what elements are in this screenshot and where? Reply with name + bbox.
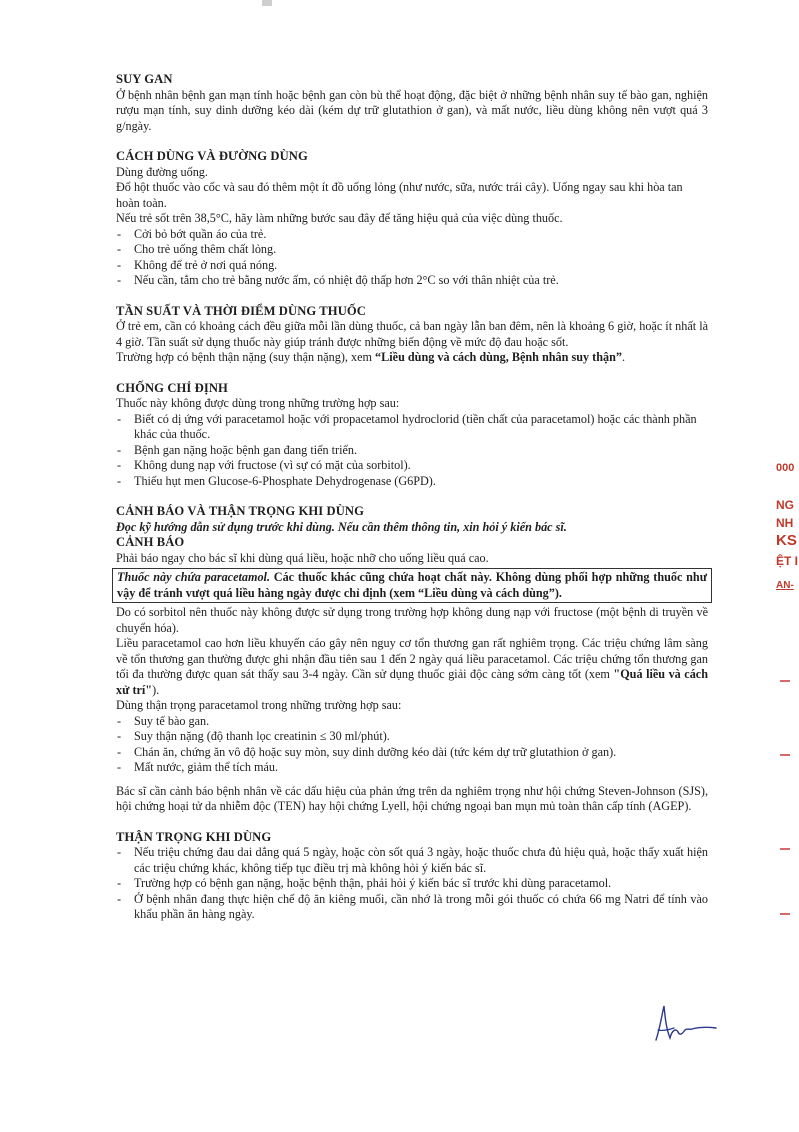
edge-text: AN-	[776, 580, 794, 591]
paragraph: Dùng thận trọng paracetamol trong những trường hợp sau:	[116, 698, 402, 712]
bullet-list	[116, 714, 708, 776]
adjacent-page-fragment	[770, 430, 799, 640]
cross-reference: "Quá liều và cách xử trí"	[116, 667, 708, 697]
paragraph: Đổ hột thuốc vào cốc và sau đó thêm một ít đồ uống lỏng (như nước, sữa, nước trái cây). Uống ngay sau khi hòa tan hoàn toàn.	[116, 180, 683, 210]
paragraph: Phải báo ngay cho bác sĩ khi dùng quá liều, hoặc nhỡ cho uống liều quá cao.	[116, 550, 489, 565]
paragraph: Thuốc này không được dùng trong những trường hợp sau:	[116, 396, 400, 410]
edge-text: NH	[776, 516, 794, 530]
warning-box-lead: Thuốc này chứa paracetamol.	[117, 570, 270, 584]
italic-note: Đọc kỹ hướng dẫn sử dụng trước khi dùng. Nếu cần thêm thông tin, xin hỏi ý kiến bác sĩ.	[116, 519, 567, 534]
edge-text: NG	[776, 498, 794, 512]
bullet-list	[116, 227, 708, 289]
text-run: Liều paracetamol cao hơn liều khuyến cáo gây nên nguy cơ tổn thương gan rất nghiêm trọng. Các triệu chứng lâm sàng về tổn thương gan thường được ghi nhận đầu tiên sau 1 đến 2 ngày quá liều paracetamol. Các triệu chứng tổn thương gan tối đa thường được quan sát thấy sau 3-4 ngày. Cần sử dụng thuốc giải độc càng sớm càng tốt (xem	[116, 636, 708, 681]
paragraph: Dùng đường uống.	[116, 164, 208, 179]
paragraph	[116, 636, 708, 698]
section-than-trong	[116, 830, 708, 923]
list-item: - Thiếu hụt men Glucose-6-Phosphate Dehydrogenase (G6PD).	[116, 474, 708, 490]
list-item: - Chán ăn, chứng ăn vô độ hoặc suy mòn, suy dinh dưỡng kéo dài (tức kém dự trữ glutathion ở gan).	[116, 745, 708, 761]
list-item: - Trường hợp có bệnh gan nặng, hoặc bệnh thận, phải hỏi ý kiến bác sĩ trước khi dùng paracetamol.	[116, 876, 708, 892]
edge-text: 000	[776, 462, 795, 474]
warning-box	[112, 568, 712, 603]
sub-heading: CẢNH BÁO	[116, 535, 185, 549]
edge-marks	[780, 680, 799, 1100]
paragraph: Bác sĩ cần cảnh báo bệnh nhân về các dấu hiệu của phản ứng trên da nghiêm trọng như hội chứng Steven-Johnson (SJS), hội chứng hoại tử da nhiễm độc (TEN) hay hội chứng Lyell, hội chứng ngoại ban mụn mủ toàn thân cấp tính (AGEP).	[116, 783, 708, 813]
bullet-list	[116, 845, 708, 923]
list-item: - Không dung nạp với fructose (vì sự có mặt của sorbitol).	[116, 458, 708, 474]
edge-text: KS	[776, 532, 797, 549]
list-item: - Cởi bỏ bớt quần áo của trẻ.	[116, 227, 708, 243]
handwritten-signature	[648, 1000, 718, 1045]
list-item: - Nếu cần, tắm cho trẻ bằng nước ấm, có nhiệt độ thấp hơn 2°C so với thân nhiệt của trẻ.	[116, 273, 708, 289]
cross-reference: “Liều dùng và cách dùng, Bệnh nhân suy thận”	[375, 350, 622, 364]
warning-box-text: Các thuốc khác cũng chứa hoạt chất này. Không dùng phối hợp những thuốc như vậy để tránh vượt quá liều hàng ngày được chỉ định (xem “Liều dùng và cách dùng”).	[117, 570, 708, 600]
list-item: - Cho trẻ uống thêm chất lỏng.	[116, 242, 708, 258]
list-item: - Ở bệnh nhân đang thực hiện chế độ ăn kiêng muối, cần nhớ là trong mỗi gói thuốc có chứa 66 mg Natri để tính vào khẩu phần ăn hàng ngày.	[116, 892, 708, 923]
list-item: - Suy thận nặng (độ thanh lọc creatinin ≤ 30 ml/phút).	[116, 729, 708, 745]
list-item: - Bệnh gan nặng hoặc bệnh gan đang tiến triển.	[116, 443, 708, 459]
text-run: Trường hợp có bệnh thận nặng (suy thận nặng), xem	[116, 350, 376, 364]
paragraph: Nếu trẻ sốt trên 38,5°C, hãy làm những bước sau đây để tăng hiệu quả của việc dùng thuốc.	[116, 211, 563, 225]
list-item: - Biết có dị ứng với paracetamol hoặc với propacetamol hydroclorid (tiền chất của paracetamol) hoặc các thành phần khác của thuốc.	[116, 412, 708, 443]
document-page	[116, 72, 708, 923]
section-canh-bao	[116, 504, 708, 815]
paragraph: Do có sorbitol nên thuốc này không được sử dụng trong trường hợp không dung nạp với fructose (một bệnh di truyền về chuyển hóa).	[116, 605, 708, 635]
edge-text: ỆT I	[776, 554, 799, 568]
paragraph: Ở bệnh nhân bệnh gan mạn tính hoặc bệnh gan còn bù thể hoạt động, đặc biệt ở những bệnh nhân suy tế bào gan, nghiện rượu mạn tính, suy dinh dưỡng kéo dài (kém dự trữ glutathion ở gan), và mất nước, liều dùng không nên vượt quá 3 g/ngày.	[116, 87, 708, 133]
text-run: .	[621, 350, 625, 364]
section-heading: THẬN TRỌNG KHI DÙNG	[116, 829, 272, 844]
section-heading: TẦN SUẤT VÀ THỜI ĐIỂM DÙNG THUỐC	[116, 303, 366, 318]
section-suy-gan	[116, 72, 708, 134]
bullet-list	[116, 412, 708, 490]
list-item: - Không để trẻ ở nơi quá nóng.	[116, 258, 708, 274]
list-item: - Mất nước, giảm thể tích máu.	[116, 760, 708, 776]
text-run: ).	[152, 682, 160, 697]
section-tan-suat	[116, 304, 708, 366]
section-heading: CÁCH DÙNG VÀ ĐƯỜNG DÙNG	[116, 149, 308, 163]
section-heading: SUY GAN	[116, 72, 173, 86]
section-chong-chi-dinh	[116, 381, 708, 490]
section-cach-dung	[116, 149, 708, 289]
section-heading: CẢNH BÁO VÀ THẬN TRỌNG KHI DÙNG	[116, 504, 365, 518]
paragraph	[116, 350, 708, 366]
list-item: - Nếu triệu chứng đau dai dẳng quá 5 ngày, hoặc còn sốt quá 3 ngày, hoặc thuốc chưa đủ hiệu quả, hoặc thấy xuất hiện các triệu chứng khác, không tiếp tục điều trị mà không hỏi ý kiến bác sĩ.	[116, 845, 708, 876]
paragraph: Ở trẻ em, cần có khoảng cách đều giữa mỗi lần dùng thuốc, cả ban ngày lẫn ban đêm, nên là khoảng 6 giờ, hoặc ít nhất là 4 giờ. Tần suất sử dụng thuốc này giúp tránh được những biến động về mức độ đau hoặc sốt.	[116, 319, 708, 349]
section-heading: CHỐNG CHỈ ĐỊNH	[116, 380, 228, 395]
scan-artifact	[262, 0, 272, 6]
list-item: - Suy tế bào gan.	[116, 714, 708, 730]
